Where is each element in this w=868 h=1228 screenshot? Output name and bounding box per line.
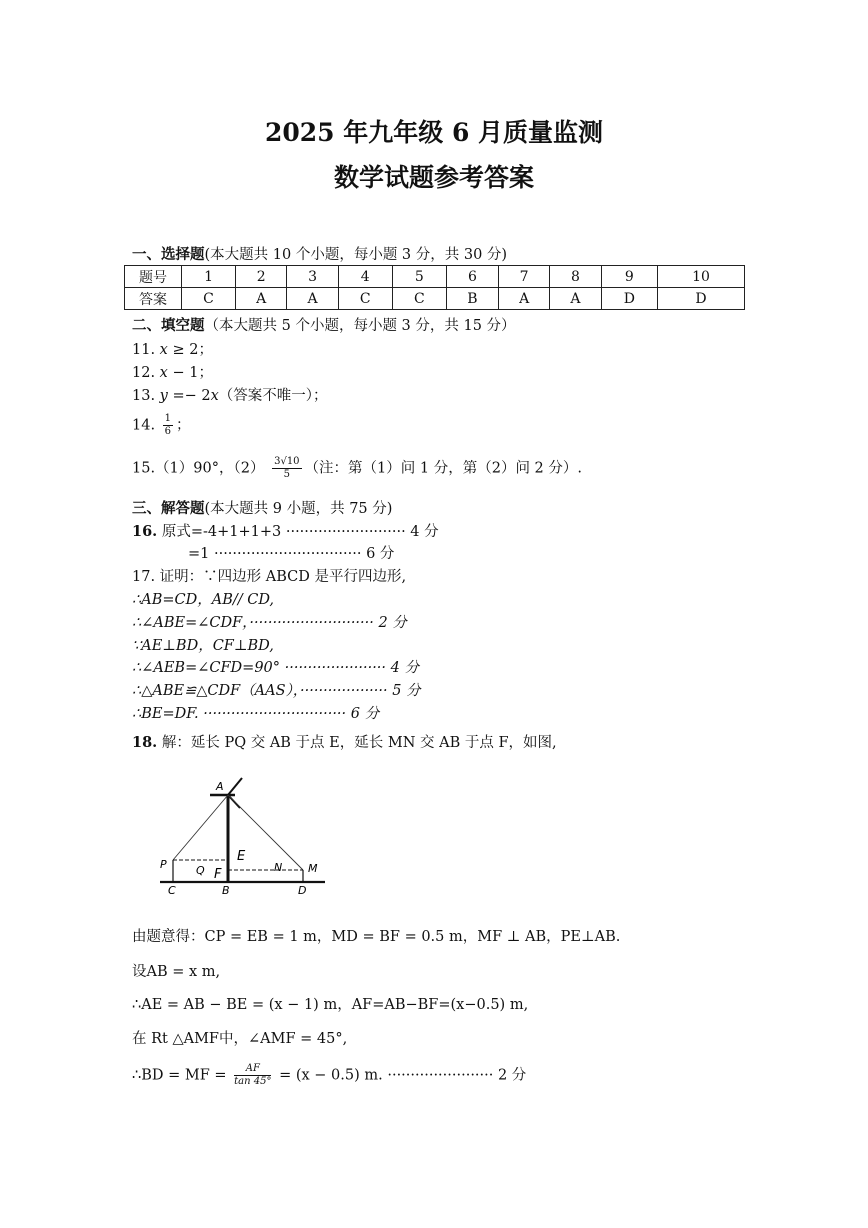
answer-q18-line: ∴AE = AB − BE = (x − 1) m，AF=AB−BF=(x−0.5) m, [132, 997, 529, 1013]
section2-heading-bold: 二、填空题 [132, 317, 205, 334]
table-row-label: 答案 [125, 288, 182, 310]
table-cell: 7 [498, 266, 549, 288]
q14-denominator: 6 [164, 426, 172, 437]
label-d: D [298, 884, 307, 897]
q15-prefix: 15.（1）90°，（2） [132, 460, 265, 477]
table-cell: 6 [446, 266, 498, 288]
q18-fraction [234, 1063, 271, 1088]
section1-heading [132, 243, 507, 264]
answer-q17-line: ∴∠AEB=∠CFD=90° ······················ 4 分 [132, 660, 419, 676]
answer-q14 [132, 413, 191, 438]
answer-q12: 12. 𝑥 − 1； [132, 365, 213, 381]
q14-prefix: 14. [132, 417, 156, 434]
q18-last-prefix: ∴BD = MF = [132, 1067, 227, 1084]
answer-q11: 11. 𝑥 ≥ 2； [132, 342, 213, 358]
q14-suffix: ； [176, 417, 191, 434]
table-cell: 3 [287, 266, 338, 288]
answer-q18-last-line [132, 1063, 526, 1088]
q18-numerator: AF [234, 1063, 271, 1076]
label-m: M [308, 862, 318, 875]
q18-last-suffix: = (x − 0.5) m. ······················· 2 分 [279, 1067, 527, 1084]
q15-denominator: 5 [283, 469, 290, 480]
answer-q15 [132, 456, 582, 481]
q18-intro-text: 解：延长 PQ 交 AB 于点 E，延长 MN 交 AB 于点 F，如图, [161, 735, 557, 751]
label-e: E [237, 849, 246, 864]
answer-q16-line1 [132, 520, 439, 541]
answer-q17-line: 17. 证明：∵四边形 ABCD 是平行四边形, [132, 569, 407, 585]
section2-heading-note: （本大题共 5 个小题，每小题 3 分，共 15 分） [204, 318, 516, 334]
answer-table-answer-row [125, 288, 745, 310]
answer-q17-line: ∴BE=DF. ······························· 6 分 [132, 706, 380, 722]
table-cell: 5 [392, 266, 446, 288]
section3-heading-bold: 三、解答题 [132, 500, 205, 517]
q15-suffix: （注：第（1）问 1 分，第（2）问 2 分）. [304, 460, 582, 477]
answer-q17-line: ∴∠ABE=∠CDF，··························· 2 分 [132, 615, 407, 631]
table-cell: A [287, 288, 338, 310]
table-cell: A [498, 288, 549, 310]
table-cell: C [182, 288, 236, 310]
answer-q18-line: 由题意得：CP = EB = 1 m，MD = BF = 0.5 m，MF ⊥ AB，PE⊥AB. [132, 929, 621, 945]
table-cell: A [550, 288, 601, 310]
q14-numerator: 1 [164, 413, 172, 424]
table-cell: C [392, 288, 446, 310]
table-cell: A [236, 288, 287, 310]
q18-label: 18. [132, 734, 158, 751]
answer-table-number-row [125, 266, 745, 288]
answer-q18-intro [132, 731, 557, 752]
section1-heading-bold: 一、选择题 [132, 246, 205, 263]
answer-q16-line2: =1 ································ 6 分 [188, 546, 395, 562]
q16-label: 16. [132, 523, 158, 540]
answer-table [124, 265, 745, 310]
label-q: Q [196, 864, 205, 877]
answer-q13: 13. 𝑦 =− 2𝑥（答案不唯一）； [132, 388, 328, 404]
table-cell: 1 [182, 266, 236, 288]
q15-numerator: 3√10 [274, 456, 300, 467]
answer-q18-line: 设AB = x m, [132, 964, 221, 980]
q16-line1-text: 原式=-4+1+1+3 ·························· 4 分 [161, 524, 439, 540]
title-line-2: 数学试题参考答案 [333, 163, 534, 192]
answer-q17-line: ∴△ABE≌△CDF（AAS），··················· 5 分 [132, 683, 421, 699]
table-cell: 10 [658, 266, 745, 288]
q14-fraction [163, 413, 173, 438]
table-cell: D [601, 288, 657, 310]
q18-denominator: tan 45° [234, 1076, 272, 1087]
sightline-ap [173, 795, 228, 860]
table-cell: D [658, 288, 745, 310]
answer-q17-line: ∴AB=CD，AB// CD, [132, 592, 275, 608]
label-n: N [274, 861, 283, 874]
table-cell: 4 [338, 266, 392, 288]
label-b: B [222, 884, 230, 897]
table-cell: C [338, 288, 392, 310]
pole-top-arm [228, 778, 242, 795]
answer-q17-line: ∵AE⊥BD，CF⊥BD, [132, 638, 274, 654]
table-row-label: 题号 [125, 266, 182, 288]
q18-figure [150, 770, 340, 900]
title-line-1: 2025 年九年级 6 月质量监测 [264, 118, 604, 147]
table-cell: 2 [236, 266, 287, 288]
section3-heading [132, 497, 392, 518]
label-f: F [214, 867, 222, 882]
section2-heading [132, 314, 516, 335]
section3-heading-note: (本大题共 9 小题，共 75 分) [204, 501, 393, 517]
answer-q18-line: 在 Rt △AMF中，∠AMF = 45°, [132, 1031, 348, 1047]
label-a: A [216, 780, 224, 793]
table-cell: B [446, 288, 498, 310]
q15-fraction [272, 456, 301, 481]
label-p: P [160, 858, 167, 871]
table-cell: 9 [601, 266, 657, 288]
label-c: C [168, 884, 176, 897]
section1-heading-note: (本大题共 10 个小题，每小题 3 分，共 30 分) [204, 247, 508, 263]
table-cell: 8 [550, 266, 601, 288]
